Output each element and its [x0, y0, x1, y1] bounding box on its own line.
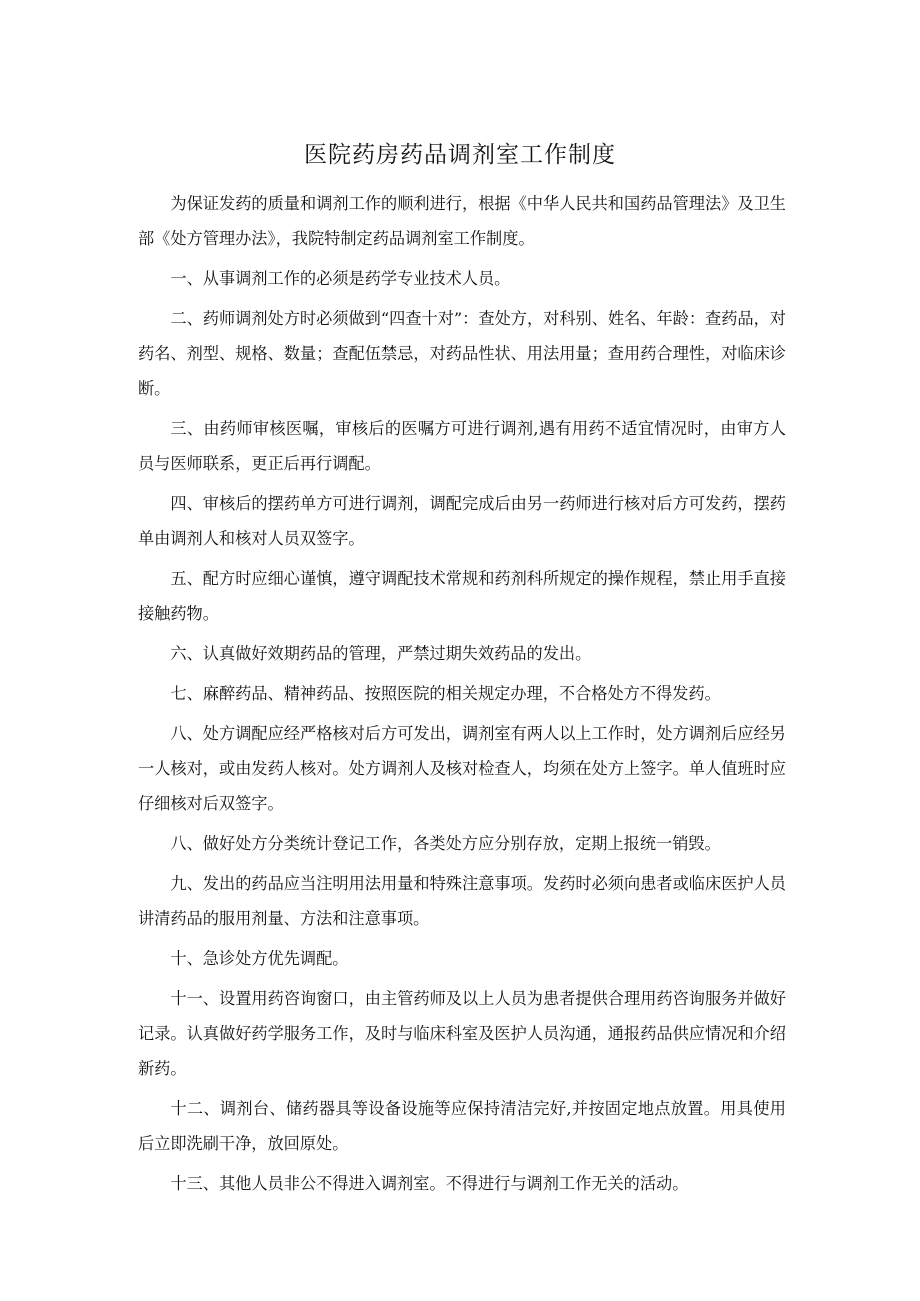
paragraph-rule-3: 三、由药师审核医嘱，审核后的医嘱方可进行调剂,遇有用药不适宜情况时，由审方人员与医师联系，更正后再行调配。 — [138, 419, 786, 473]
paragraph-rule-13: 十三、其他人员非公不得进入调剂室。不得进行与调剂工作无关的活动。 — [170, 1174, 689, 1193]
paragraph-rule-1: 一、从事调剂工作的必须是药学专业技术人员。 — [170, 269, 511, 288]
paragraph-rule-7: 七、麻醉药品、精神药品、按照医院的相关规定办理，不合格处方不得发药。 — [170, 684, 721, 703]
paragraph-rule-9: 九、发出的药品应当注明用法用量和特殊注意事项。发药时必须向患者或临床医护人员讲清药品的服用剂量、方法和注意事项。 — [138, 874, 786, 928]
paragraph-rule-8a: 八、处方调配应经严格核对后方可发出，调剂室有两人以上工作时，处方调剂后应经另一人核对，或由发药人核对。处方调剂人及核对检查人，均须在处方上签字。单人值班时应仔细核对后双签字。 — [138, 724, 786, 813]
paragraph-intro: 为保证发药的质量和调剂工作的顺利进行，根据《中华人民共和国药品管理法》及卫生部《处方管理办法》，我院特制定药品调剂室工作制度。 — [138, 194, 786, 248]
document-title: 医院药房药品调剂室工作制度 — [304, 142, 616, 168]
paragraph-rule-4: 四、审核后的摆药单方可进行调剂，调配完成后由另一药师进行核对后方可发药，摆药单由调剂人和核对人员双签字。 — [138, 494, 786, 548]
paragraph-rule-2: 二、药师调剂处方时必须做到“四查十对”：查处方，对科别、姓名、年龄：查药品，对药名、剂型、规格、数量；查配伍禁忌，对药品性状、用法用量；查用药合理性，对临床诊断。 — [138, 309, 786, 398]
paragraph-rule-5: 五、配方时应细心谨慎，遵守调配技术常规和药剂科所规定的操作规程，禁止用手直接接触药物。 — [138, 569, 786, 623]
paragraph-rule-8b: 八、做好处方分类统计登记工作，各类处方应分别存放，定期上报统一销毁。 — [170, 834, 721, 853]
paragraph-rule-12: 十二、调剂台、储药器具等设备设施等应保持清洁完好,并按固定地点放置。用具使用后立即洗刷干净，放回原处。 — [138, 1099, 786, 1153]
document-body — [138, 186, 786, 1206]
paragraph-rule-10: 十、急诊处方优先调配。 — [170, 949, 349, 968]
paragraph-rule-6: 六、认真做好效期药品的管理，严禁过期失效药品的发出。 — [170, 644, 592, 663]
paragraph-rule-11: 十一、设置用药咨询窗口，由主管药师及以上人员为患者提供合理用药咨询服务并做好记录。认真做好药学服务工作，及时与临床科室及医护人员沟通，通报药品供应情况和介绍新药。 — [138, 989, 786, 1078]
